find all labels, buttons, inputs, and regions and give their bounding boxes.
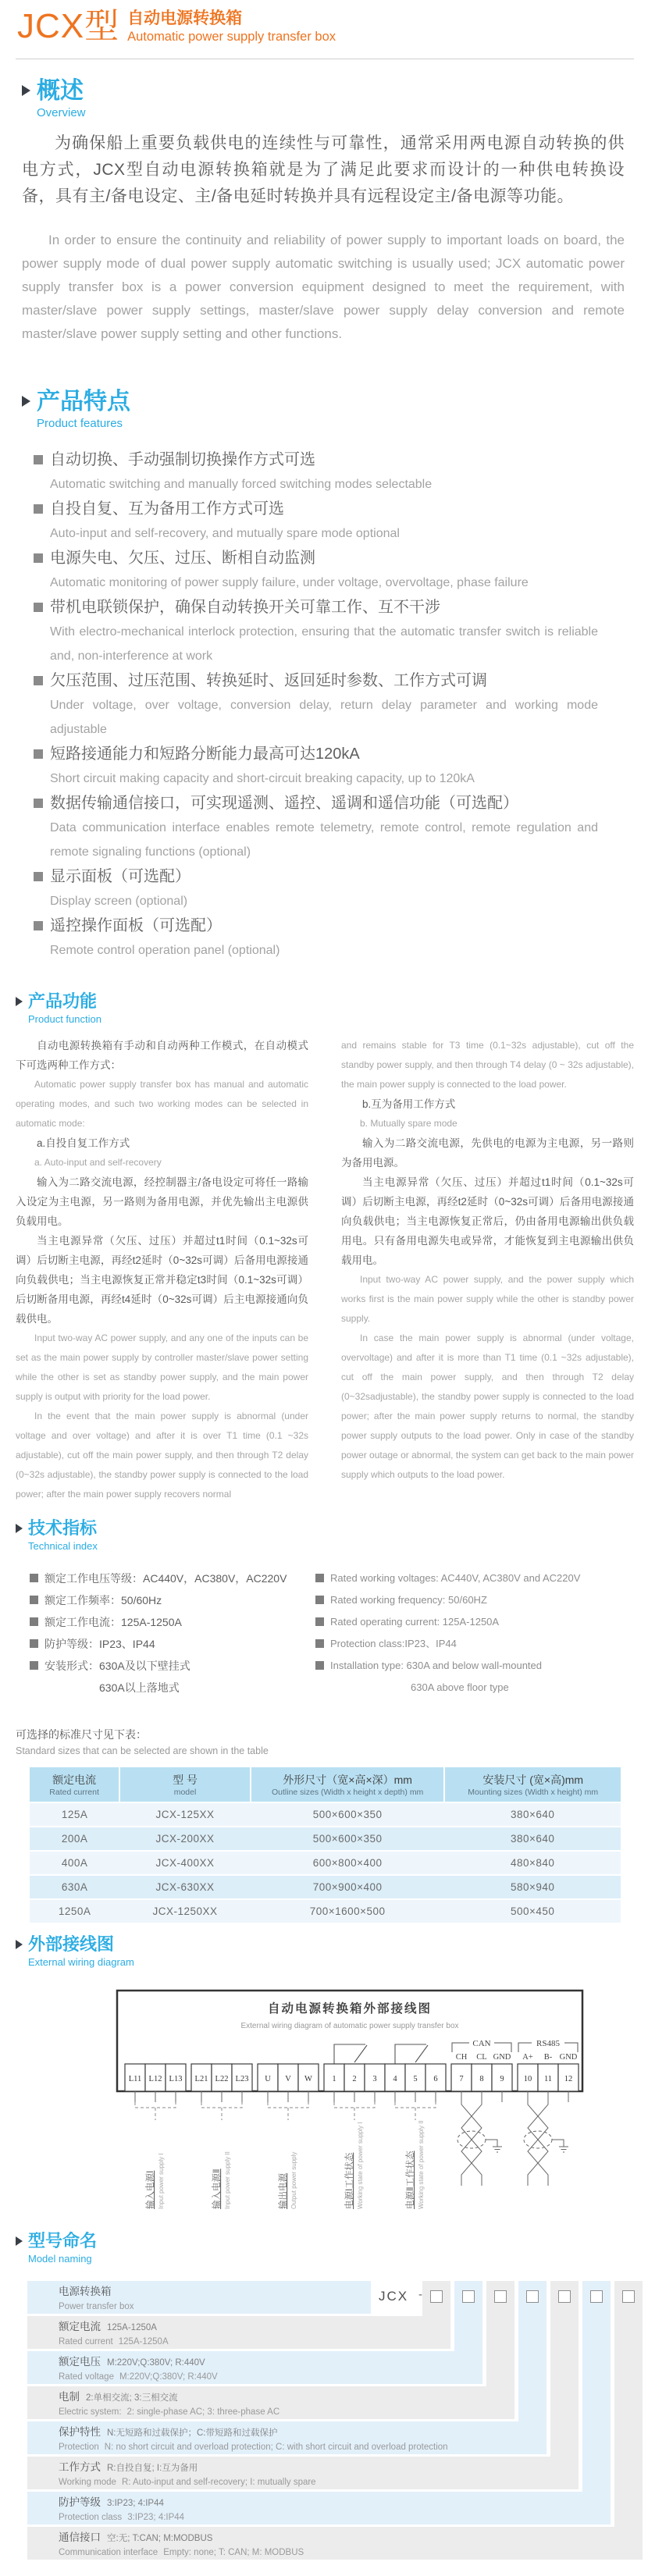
tech-item: [315, 1567, 605, 1589]
naming-desc-en: 2: single-phase AC; 3: three-phase AC: [126, 2407, 280, 2417]
section-overview-head: [0, 78, 648, 105]
feature-item: [34, 864, 617, 889]
square-bullet-icon: [315, 1661, 324, 1670]
tech-item: [315, 1611, 605, 1633]
terminal-label: 3: [372, 2075, 377, 2083]
naming-label-cn: 电制: [59, 2391, 80, 2403]
section-wiring: [0, 1934, 648, 2231]
can-bus-label: [452, 2039, 511, 2062]
tech-item: [30, 1633, 304, 1655]
tech-item-text: Rated working frequency: 50/60HZ: [330, 1594, 487, 1606]
naming-label-cn: 工作方式: [59, 2461, 101, 2473]
size-table: [30, 1767, 621, 1924]
group-label-en: Working state of power supply II: [418, 2120, 425, 2209]
section-overview: [0, 78, 648, 346]
product-title-block: [127, 9, 336, 45]
col-header-outline-sizes: [251, 1767, 445, 1802]
function-paragraph: 当主电源异常（欠压、过压）并超过t1时间（0.1~32s可调）后切断主电源，再经t2延时（0~32s可调）后备用电源接通向负载供电；当主电源恢复正常并稳定t3时间（0.1~32s可调）后切断备用电源，再经t4延时（0~32s可调）后主电源接通向负载供电。: [16, 1235, 308, 1325]
terminal-label: 9: [500, 2075, 504, 2083]
tech-item-text: 额定工作电流：125A-1250A: [45, 1616, 182, 1628]
naming-desc-cn: N:无短路和过载保护；C:带短路和过载保护: [107, 2428, 278, 2438]
feature-en: Automatic switching and manually forced switching modes selectable: [50, 478, 433, 491]
tech-left-column: [0, 1567, 304, 1699]
function-paragraph: In the event that the main power supply is abnormal (under voltage and over voltage) and after it is over T1 time (0.1 ~32s adjustable), cut off the main power supply, and then through T2 delay (0~32s adjustable), the standby power supply is connected to the load power; after the main power supply recovers normal: [16, 1411, 308, 1500]
terminal-label: 8: [479, 2075, 484, 2083]
naming-label-cn: 防护等级: [59, 2496, 101, 2508]
naming-desc-cn: M:220V;Q:380V; R:440V: [107, 2358, 205, 2368]
section-subtitle: Product features: [37, 417, 123, 430]
feature-en: Data communication interface enables remote telemetry, remote control, remote regulation and remote signaling functions (optional): [50, 821, 598, 859]
naming-row-communication-interface: [27, 2527, 643, 2560]
cell-rated-current: 400A: [30, 1851, 119, 1875]
feature-en: Remote control operation panel (optional): [50, 944, 280, 957]
page-header: [17, 6, 336, 47]
product-title-cn: 自动电源转换箱: [127, 9, 243, 27]
naming-row-electric-system: [27, 2386, 514, 2419]
product-model: JCX型: [17, 7, 120, 45]
table-row: [30, 1802, 621, 1827]
square-bullet-icon: [34, 603, 43, 612]
naming-label-en: Power transfer box: [59, 2302, 134, 2311]
function-left-column: [16, 1036, 308, 1504]
section-subtitle: Model naming: [28, 2253, 92, 2265]
feature-en: With electro-mechanical interlock protection, ensuring that the automatic transfer switch is reliable and, non-interference at work: [50, 625, 598, 663]
square-bullet-icon: [34, 872, 43, 881]
col-header-mounting-sizes: [444, 1767, 621, 1802]
section-wiring-head: [0, 1934, 648, 1955]
can-pin-ch: CH: [455, 2053, 468, 2062]
table-row: [30, 1899, 621, 1923]
tech-item: [315, 1655, 605, 1677]
naming-label-en: Working mode: [59, 2478, 116, 2487]
section-title: 外部接线图: [28, 1934, 115, 1954]
tech-columns: [0, 1567, 648, 1699]
feature-cn: 遥控操作面板（可选配）: [50, 917, 222, 934]
tech-item-text: 630A above floor type: [411, 1681, 509, 1693]
section-title: 产品功能: [28, 991, 98, 1011]
terminal-label: L12: [148, 2075, 162, 2083]
section-model-naming: [0, 2231, 648, 2574]
square-bullet-icon: [315, 1639, 324, 1648]
naming-row-working-mode: [27, 2457, 579, 2489]
function-paragraph: b.互为备用工作方式: [362, 1098, 456, 1110]
code-box-icon: [526, 2290, 539, 2303]
feature-en: Short circuit making capacity and short-circuit breaking capacity, up to 120kA: [50, 772, 475, 785]
tech-item: [30, 1655, 304, 1677]
col-header-en: Rated current: [49, 1788, 99, 1797]
terminal-ticks: [135, 2091, 568, 2102]
group-labels: [144, 2120, 425, 2209]
feature-cn: 电源失电、欠压、过压、断相自动监测: [50, 550, 315, 567]
size-table-header-row: [30, 1767, 621, 1802]
cell-model: JCX-1250XX: [119, 1899, 251, 1923]
function-paragraph: and remains stable for T3 time (0.1~32s adjustable), cut off the standby power supply, and then through T4 delay (0 ~ 32s adjustable), the main power supply is connected to the load power.: [341, 1040, 634, 1090]
code-box-icon: [430, 2290, 443, 2303]
section-naming-head: [0, 2231, 648, 2251]
function-paragraph: b. Mutually spare mode: [360, 1118, 458, 1129]
tech-item-text: 额定工作电压等级：AC440V，AC380V，AC220V: [45, 1572, 287, 1585]
feature-cn: 自投自复、互为备用工作方式可选: [50, 500, 284, 518]
tech-item-text: Installation type: 630A and below wall-mounted: [330, 1660, 543, 1671]
tech-item-text: Protection class:IP23、IP44: [330, 1638, 457, 1649]
col-header-cn: 型 号: [173, 1774, 198, 1786]
section-function-head: [0, 991, 648, 1012]
tech-item-text: 安装形式：630A及以下壁挂式: [45, 1660, 190, 1672]
col-header-en: Outline sizes (Width x height x depth) mm: [271, 1788, 424, 1797]
section-features-head: [0, 389, 648, 415]
cell-outline: 600×800×400: [251, 1851, 445, 1875]
col-header-cn: 额定电流: [52, 1774, 97, 1786]
cell-outline: 700×1600×500: [251, 1899, 445, 1923]
section-function: [0, 991, 648, 1504]
naming-row-protection-class: [27, 2492, 611, 2524]
group-label-cn: 输入电源Ⅰ: [146, 2170, 155, 2209]
feature-cn: 自动切换、手动强制切换操作方式可选: [50, 451, 315, 468]
square-bullet-icon: [30, 1639, 38, 1648]
model-dash: -: [418, 2288, 422, 2301]
square-bullet-icon: [315, 1596, 324, 1604]
naming-strip-6: [582, 2281, 611, 2524]
naming-label-cn: 额定电流: [59, 2321, 101, 2332]
naming-strip-5: [550, 2281, 579, 2489]
table-intro-en: Standard sizes that can be selected are shown in the table: [16, 1745, 269, 1756]
section-subtitle: Product function: [28, 1013, 101, 1025]
naming-desc-cn: 空:无; T:CAN; M:MODBUS: [107, 2534, 213, 2543]
naming-strip-4: [518, 2281, 547, 2454]
code-box-icon: [622, 2290, 635, 2303]
wiring-diagram: [116, 1989, 584, 2223]
square-bullet-icon: [34, 676, 43, 685]
feature-item: [34, 668, 617, 693]
square-bullet-icon: [34, 799, 43, 808]
feature-item: [34, 595, 617, 620]
naming-label-en: Protection: [59, 2443, 99, 2452]
rs485-pin-a: A+: [522, 2053, 533, 2062]
feature-item: [34, 742, 617, 767]
group-bracket-dashes: [135, 2102, 436, 2120]
naming-desc-en: 125A-1250A: [118, 2337, 169, 2347]
twisted-pair-icon: [458, 2091, 568, 2186]
function-paragraph: 输入为二路交流电源，经控制器主/备电设定可将任一路输入设定为主电源，另一路则为备用电源，并优先输出主电源供负载用电。: [16, 1176, 308, 1227]
feature-en: Auto-input and self-recovery, and mutually spare mode optional: [50, 527, 400, 540]
section-title: 概述: [37, 78, 84, 104]
naming-desc-en: 3:IP23; 4:IP44: [127, 2513, 185, 2522]
tech-item: [315, 1589, 605, 1611]
table-row: [30, 1851, 621, 1875]
terminal-label: W: [304, 2075, 312, 2083]
function-paragraph: 输入为二路交流电源，先供电的电源为主电源，另一路则为备用电源。: [341, 1137, 634, 1169]
feature-cn: 欠压范围、过压范围、转换延时、返回延时参数、工作方式可调: [50, 672, 487, 689]
naming-desc-en: N: no short circuit and overload protection; C: with short circuit and overload protection: [104, 2443, 448, 2452]
terminal-label: 6: [433, 2075, 438, 2083]
naming-label-en: Electric system:: [59, 2407, 122, 2417]
col-header-en: model: [173, 1788, 197, 1797]
square-bullet-icon: [30, 1661, 38, 1670]
relay-contact-icon: [334, 2044, 428, 2064]
tech-item-text: Rated working voltages: AC440V, AC380V and AC220V: [330, 1572, 581, 1584]
naming-label-en: Communication interface: [59, 2548, 158, 2557]
terminal-label: L11: [128, 2075, 142, 2083]
cell-rated-current: 1250A: [30, 1899, 119, 1923]
triangle-bullet-icon: [22, 85, 30, 96]
function-paragraph: Automatic power supply transfer box has manual and automatic operating modes, and such two working modes can be selected in automatic mode:: [16, 1079, 308, 1129]
col-header-cn: 外形尺寸（宽×高×深）mm: [283, 1774, 412, 1786]
section-title: 技术指标: [28, 1518, 98, 1538]
cell-model: JCX-125XX: [119, 1802, 251, 1827]
function-columns: [16, 1036, 634, 1504]
wiring-diagram-title-en: External wiring diagram of automatic power supply transfer box: [240, 2022, 459, 2030]
terminal-label: 10: [523, 2075, 532, 2083]
can-pin-gnd: GND: [493, 2053, 511, 2062]
cell-mounting: 480×840: [444, 1851, 621, 1875]
square-bullet-icon: [34, 749, 43, 759]
col-header-model: [119, 1767, 251, 1802]
feature-en: Automatic monitoring of power supply failure, under voltage, overvoltage, phase failure: [50, 576, 529, 589]
cell-outline: 500×600×350: [251, 1802, 445, 1827]
square-bullet-icon: [30, 1617, 38, 1626]
code-box-icon: [462, 2290, 475, 2303]
terminal-label: 4: [393, 2075, 397, 2083]
terminal-label: 1: [332, 2075, 336, 2083]
terminal-label: 7: [459, 2075, 464, 2083]
rs485-label: RS485: [536, 2039, 560, 2048]
feature-cn: 带机电联锁保护，确保自动转换开关可靠工作、互不干涉: [50, 599, 440, 616]
cell-outline: 500×600×350: [251, 1827, 445, 1851]
function-paragraph: Input two-way AC power supply, and the power supply which works first is the main power supply while the other is standby power supply.: [341, 1274, 634, 1324]
naming-label-en: Rated current: [59, 2337, 113, 2347]
tech-right-column: [304, 1567, 605, 1699]
naming-label-cn: 额定电压: [59, 2356, 101, 2368]
naming-label-cn: 保护特性: [59, 2426, 101, 2438]
naming-label-en: Rated voltage: [59, 2372, 114, 2382]
table-row: [30, 1875, 621, 1899]
col-header-cn: 安装尺寸 (宽×高)mm: [482, 1774, 584, 1786]
feature-list: [34, 447, 617, 962]
terminal-label: L21: [194, 2075, 208, 2083]
cell-model: JCX-630XX: [119, 1875, 251, 1899]
tech-item-continuation: [315, 1677, 605, 1699]
group-label-cn: 电源Ⅰ工作状态: [345, 2152, 354, 2209]
naming-label-en: Protection class: [59, 2513, 123, 2522]
square-bullet-icon: [34, 921, 43, 930]
cell-rated-current: 125A: [30, 1802, 119, 1827]
overview-paragraph-en: In order to ensure the continuity and reliability of power supply to important loads on board, the power supply mode of dual power supply automatic switching is usually used; JCX automatic power supply transfer box is a power conversion equipment designed to meet the requirement, with master/slave power supply settings, master/slave power supply delay conversion and remote master/slave power supply setting and other functions.: [22, 233, 625, 341]
naming-label-cn: 电源转换箱: [59, 2286, 112, 2297]
tech-item: [30, 1611, 304, 1633]
naming-desc-cn: 3:IP23; 4:IP44: [107, 2499, 164, 2508]
model-prefix: JCX: [379, 2289, 409, 2304]
cell-rated-current: 200A: [30, 1827, 119, 1851]
cell-mounting: 380×640: [444, 1827, 621, 1851]
code-box-icon: [494, 2290, 507, 2303]
feature-item: [34, 791, 617, 816]
section-subtitle: External wiring diagram: [28, 1956, 134, 1968]
can-pin-cl: CL: [476, 2053, 487, 2062]
rs485-pin-b: B-: [543, 2053, 553, 2062]
model-naming-chart: [27, 2281, 644, 2564]
square-bullet-icon: [315, 1574, 324, 1582]
rs485-pin-gnd: GND: [559, 2053, 578, 2062]
col-header-en: Mounting sizes (Width x height) mm: [468, 1788, 599, 1797]
function-paragraph: a.自投自复工作方式: [37, 1137, 130, 1149]
triangle-bullet-icon: [16, 2236, 23, 2246]
feature-en: Under voltage, over voltage, conversion delay, return delay parameter and working mode adjustable: [50, 699, 598, 736]
square-bullet-icon: [315, 1617, 324, 1626]
function-paragraph: In case the main power supply is abnormal (under voltage, overvoltage) and after it is more than T1 time (0.1 ~32s adjustable), cut off the main power supply, and then through T2 delay (0~32sadjustable), the standby power supply is connected to the load power; after the main power supply returns to normal, the standby power supply outputs to the load power. Only in case of the standby power outage or abnormal, the system can get back to the main power supply which outputs to the load power.: [341, 1332, 634, 1480]
cell-mounting: 580×940: [444, 1875, 621, 1899]
naming-row-rated-voltage: [27, 2351, 482, 2384]
function-paragraph: 自动电源转换箱有手动和自动两种工作模式，在自动模式下可选两种工作方式：: [16, 1040, 308, 1071]
feature-item: [34, 447, 617, 472]
group-label-cn: 输入电源Ⅱ: [212, 2169, 222, 2209]
naming-desc-en: M:220V;Q:380V; R:440V: [119, 2372, 218, 2382]
naming-desc-cn: 125A-1250A: [107, 2323, 157, 2332]
cell-model: JCX-400XX: [119, 1851, 251, 1875]
section-title: 产品特点: [37, 389, 130, 415]
triangle-bullet-icon: [16, 997, 23, 1006]
tech-item-text: Rated operating current: 125A-1250A: [330, 1616, 500, 1628]
square-bullet-icon: [34, 504, 43, 514]
group-label-cn: 电源Ⅱ工作状态: [406, 2151, 415, 2209]
terminal-label: L22: [215, 2075, 229, 2083]
section-subtitle: Overview: [37, 106, 86, 119]
cell-outline: 700×900×400: [251, 1875, 445, 1899]
tech-item-text: 防护等级：IP23、IP44: [45, 1638, 155, 1650]
square-bullet-icon: [30, 1574, 38, 1582]
cell-model: JCX-200XX: [119, 1827, 251, 1851]
code-box-icon: [590, 2290, 603, 2303]
section-subtitle: Technical index: [28, 1540, 98, 1552]
group-label-cn: 输出电源: [279, 2173, 288, 2209]
table-intro-cn: 可选择的标准尺寸见下表：: [16, 1728, 147, 1741]
naming-desc-cn: 2:单相交流; 3:三相交流: [86, 2393, 178, 2403]
feature-cn: 数据传输通信接口，可实现遥测、遥控、遥调和遥信功能（可选配）: [50, 795, 518, 812]
terminal-label: U: [265, 2075, 271, 2083]
naming-label-cn: 通信接口: [59, 2532, 101, 2543]
col-header-rated-current: [30, 1767, 119, 1802]
group-label-en: Working state of power supply I: [357, 2122, 364, 2209]
function-paragraph: a. Auto-input and self-recovery: [34, 1157, 162, 1168]
group-label-en: Output power supply: [290, 2151, 297, 2209]
section-title: 型号命名: [28, 2231, 98, 2250]
function-paragraph: 当主电源异常（欠压、过压）并超过t1时间（0.1~32s可调）后切断主电源，再经t2延时（0~32s可调）后备用电源接通向负载供电；当主电源恢复正常后，仍由备用电源输出供负载用电。只有备用电源失电或异常，才能恢复到主电源输出供负载用电。: [341, 1176, 634, 1266]
can-label: CAN: [472, 2039, 491, 2048]
function-paragraph: Input two-way AC power supply, and any one of the inputs can be set as the main power supply by controller master/slave power setting while the other is set as standby power supply, and the main power supply is output with priority for the load power.: [16, 1332, 308, 1402]
naming-desc-en: R: Auto-input and self-recovery; I: mutually spare: [121, 2478, 316, 2487]
square-bullet-icon: [34, 553, 43, 563]
section-tech-head: [0, 1518, 648, 1539]
tech-item: [30, 1589, 304, 1611]
tech-item: [315, 1633, 605, 1655]
naming-desc-en: Empty: none; T: CAN; M: MODBUS: [163, 2548, 304, 2557]
overview-paragraph-cn: 为确保船上重要负载供电的连续性与可靠性，通常采用两电源自动转换的供电方式，JCX型自动电源转换箱就是为了满足此要求而设计的一种供电转换设备，具有主/备电设定、主/备电延时转换并具有远程设定主/备电源等功能。: [22, 134, 625, 205]
tech-item-text: 额定工作频率：50/60Hz: [45, 1594, 162, 1606]
section-features: [0, 389, 648, 962]
triangle-bullet-icon: [22, 396, 30, 407]
tech-item-continuation: [30, 1677, 304, 1699]
feature-cn: 短路接通能力和短路分断能力最高可达120kA: [50, 745, 360, 763]
terminal-label: 12: [564, 2075, 573, 2083]
tech-item-text: 630A以上落地式: [99, 1681, 180, 1694]
naming-row-power-transfer-box: [27, 2281, 371, 2314]
naming-strip-7: [614, 2281, 643, 2560]
terminal-label: 5: [413, 2075, 418, 2083]
naming-row-rated-current: [27, 2316, 450, 2349]
terminal-label: 11: [543, 2075, 553, 2083]
feature-en: Display screen (optional): [50, 895, 188, 908]
table-row: [30, 1827, 621, 1851]
square-bullet-icon: [30, 1596, 38, 1604]
cell-mounting: 500×450: [444, 1899, 621, 1923]
triangle-bullet-icon: [16, 1524, 23, 1533]
tech-item: [30, 1567, 304, 1589]
section-tech-index: [0, 1518, 648, 1699]
terminal-label: 2: [352, 2075, 357, 2083]
feature-item: [34, 913, 617, 938]
terminal-label: V: [285, 2075, 291, 2083]
cell-mounting: 380×640: [444, 1802, 621, 1827]
group-label-en: Input power supply II: [224, 2151, 231, 2209]
triangle-bullet-icon: [16, 1940, 23, 1949]
feature-cn: 显示面板（可选配）: [50, 868, 190, 885]
rs485-bus-label: [518, 2039, 578, 2062]
square-bullet-icon: [34, 455, 43, 464]
section-size-table: [0, 1727, 648, 1924]
feature-item: [34, 496, 617, 521]
terminal-label: L13: [169, 2075, 183, 2083]
function-right-column: [341, 1036, 634, 1504]
feature-item: [34, 546, 617, 571]
group-label-en: Input power supply I: [158, 2153, 165, 2209]
naming-row-protection: [27, 2421, 547, 2454]
cell-rated-current: 630A: [30, 1875, 119, 1899]
terminal-label: L23: [235, 2075, 249, 2083]
product-title-en: Automatic power supply transfer box: [127, 30, 336, 44]
naming-desc-cn: R:自投自复; I:互为备用: [107, 2464, 198, 2473]
code-box-icon: [558, 2290, 571, 2303]
wiring-diagram-title-cn: 自动电源转换箱外部接线图: [267, 2002, 433, 2016]
